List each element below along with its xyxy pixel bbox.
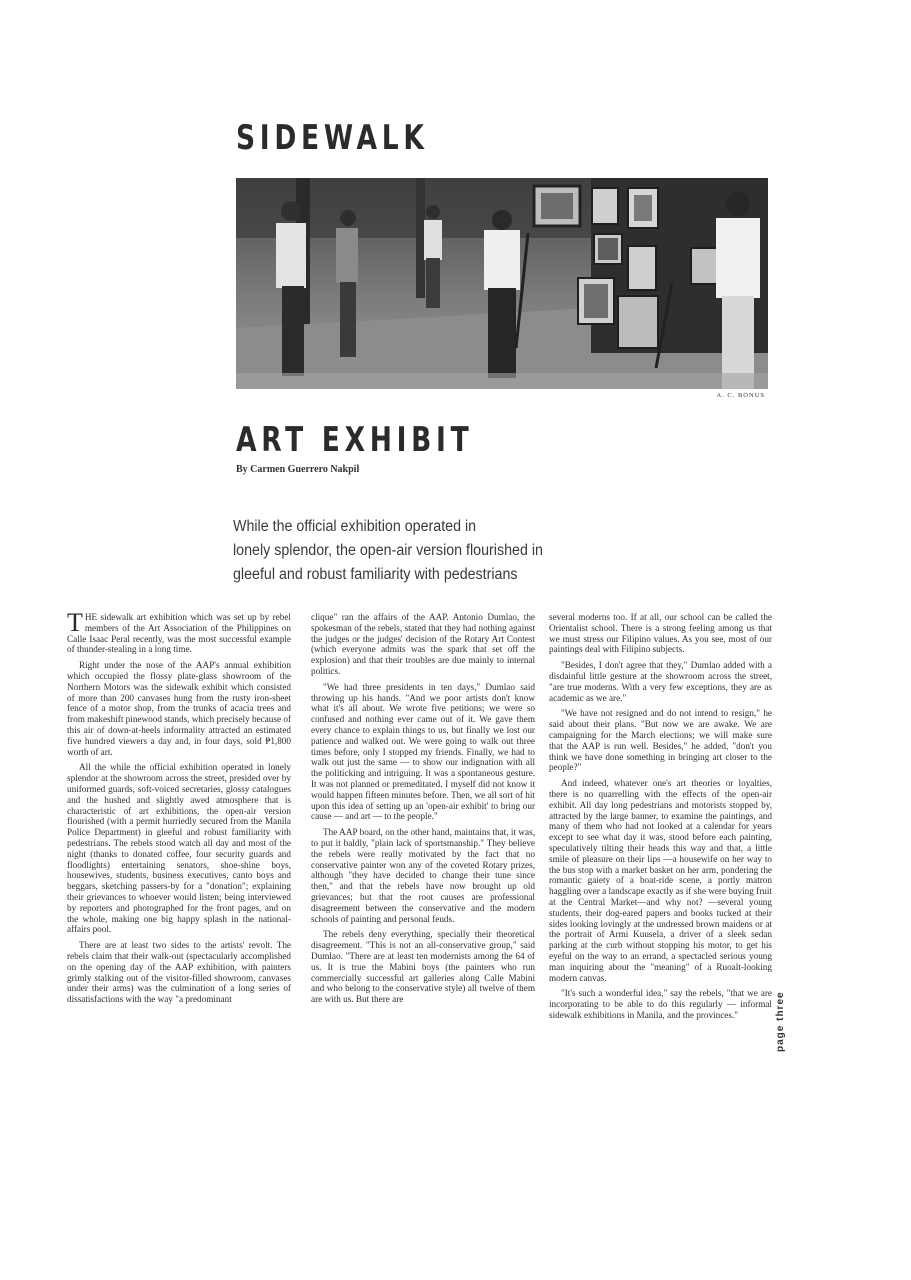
article-paragraph: All the while the official exhibition operated in lonely splendor at the showroom across the street, presided over by uniformed guards, soft-voiced secretaries, glossy catalogues and the hushed and slightly awed atmosphere that is characteristic of art exhibitions, the open-air version flourished (with a permit hurriedly secured from the Manila Police Department) in gleeful and robust familiarity with pedestrians. The rebels stood watch all day and most of the night (thanks to donated coffee, four security guards and floodlights) entertaining senators, shoe-shine boys, housewives, students, business executives, canto boys and beggars, sketching passers-by for a "donation"; explaining their grievances to whoever would listen; being interviewed by reporters and photographed for the front pages, and on the whole, making one big happy splash in the national-affairs pool. bbox=[67, 762, 291, 935]
page-folio: page three bbox=[775, 991, 786, 1052]
photo-illustration bbox=[236, 178, 768, 389]
article-paragraph bbox=[67, 608, 291, 655]
headline-top: SIDEWALK bbox=[236, 118, 429, 158]
article-column-1 bbox=[67, 608, 292, 1010]
byline: By Carmen Guerrero Nakpil bbox=[236, 464, 360, 475]
deck bbox=[233, 515, 543, 587]
sidewalk-exhibit-photo bbox=[236, 178, 768, 389]
article-paragraph: "We had three presidents in ten days," Dumlao said throwing up his hands. "And we poor artists don't know what it's all about. We wrote five petitions; we were so confused and nothing ever came out of it. We gave them every chance to explain things to us, but finally we lost our patience and walked out. We were going to walk out three times before, only I stopped my friends. Finally, we had to walk out just the same — to show our indignation with all the politicking and intriguing. It was a spontaneous gesture. It was not planned or premeditated. I myself did not know it would happen fifteen minutes before. Then, we all sort of hit upon this idea of setting up an 'open-air exhibit' to bring our cause — and art — to the people." bbox=[311, 681, 535, 822]
headline-bottom: ART EXHIBIT bbox=[236, 420, 474, 460]
deck-line: gleeful and robust familiarity with pedestrians bbox=[233, 566, 518, 583]
article-paragraph: "It's such a wonderful idea," say the rebels, "that we are incorporating to be able to do this regularly — informal sidewalk exhibitions in Manila, and the provinces." bbox=[549, 988, 772, 1020]
article-paragraph: "Besides, I don't agree that they," Dumlao added with a disdainful little gesture at the showroom across the street, "are true moderns. With a very few exceptions, they are as academic as we are." bbox=[549, 660, 772, 703]
article-paragraph: There are at least two sides to the artists' revolt. The rebels claim that their walk-out (spectacularly accomplished on the opening day of the AAP exhibition, with painters grimly stalking out of the visitor-filled showroom, canvases under their arms) was the culmination of a long series of dissatisfactions with the way "a predominant bbox=[67, 940, 291, 1005]
article-paragraph: Right under the nose of the AAP's annual exhibition which occupied the flossy plate-glass showroom of the Northern Motors was the sidewalk exhibit which consisted of more than 200 canvases hung from the rusty iron-sheet fence of a motor shop, from the trunks of acacia trees and from makeshift pinewood stands, which precisely because of this air of down-at-heels informality attracted an estimated five hundred viewers a day and, in four days, sold ₱1,800 worth of art. bbox=[67, 660, 292, 757]
deck-line: lonely splendor, the open-air version flourished in bbox=[233, 542, 543, 559]
article-paragraph: "We have not resigned and do not intend to resign," he said about their plans. "But now we are awake. We are campaigning for the March elections; we will make sure that the AAP is run well. Besides," he added, "don't you think we have done something in bringing art closer to the people?" bbox=[549, 708, 772, 773]
article-paragraph: The AAP board, on the other hand, maintains that, it was, to put it baldly, "plain lack of sportsmanship." They believe the rebels were really motivated by the fact that no conservative painter won any of the coveted Rotary prizes, although "they have decided to change their tune since then," and that the rebels have now brought up old grievances; but that the root causes are professional disagreement between the conservative and the modern schools of painting and personal feuds. bbox=[311, 827, 535, 924]
drop-cap: T bbox=[67, 608, 83, 637]
article-paragraph: And indeed, whatever one's art theories or loyalties, there is no quarrelling with the effects of the open-air exhibit. All day long pedestrians and motorists stopped by, attracted by the large banner, to examine the paintings, and many of them who had not looked at a calendar for years except to see what day it was, stood before each painting, speculatively tilting their heads this way and that, a little smile of pleasure on their lips —a housewife on her way to the bus stop with a market basket on her arm, pondering the romantic gaiety of a boat-ride scene, a portly matron haggling over a landscape exactly as if she were buying fruit at the Central Market—and why not? —several young students, their dog-eared papers and books tucked at their sides looking lovingly at the undressed brown maidens or at the portrait of Armi Kuusela, a driver of a sleek sedan parking at the curb without stopping his motor, to get his eyeful on the way to an errand, a spectacled serious young man inquiring about the "meaning" of a Ruoalt-looking modern canvas. bbox=[549, 778, 772, 983]
article-paragraph: several moderns too. If at all, our school can be called the Orientalist school. There is a strong feeling among us that we must stress our Filipino values. As you see, most of our paintings deal with Filipino subjects. bbox=[549, 612, 772, 655]
deck-line: While the official exhibition operated in bbox=[233, 518, 477, 535]
paragraph-text: HE sidewalk art exhibition which was set up by rebel members of the Art Association of the Philippines on Calle Isaac Peral recently, was the most successful example of thunder-stealing in a long time. bbox=[67, 612, 291, 655]
article-column-2 bbox=[311, 612, 535, 1010]
photo-credit: A. C. BONUS bbox=[716, 392, 765, 399]
article-paragraph: The rebels deny everything, specially their theoretical disagreement. "This is not an all-conservative group," said Dumlao. "There are at least ten modernists among the 64 of us. It is true the Mabini boys (the painters who run commercially successful art galleries along Calle Mabini and who belong to the conservative style) all twelve of them are with us. But there are bbox=[311, 929, 535, 1005]
article-paragraph: clique" ran the affairs of the AAP. Antonio Dumlao, the spokesman of the rebels, stated that they had nothing against the judges or the judges' decision of the Rotary Art Contest (which everyone admits was the spark that set off the explosion) and that their troubles are due mainly to internal politics. bbox=[311, 612, 535, 676]
article-column-3 bbox=[549, 612, 772, 1026]
